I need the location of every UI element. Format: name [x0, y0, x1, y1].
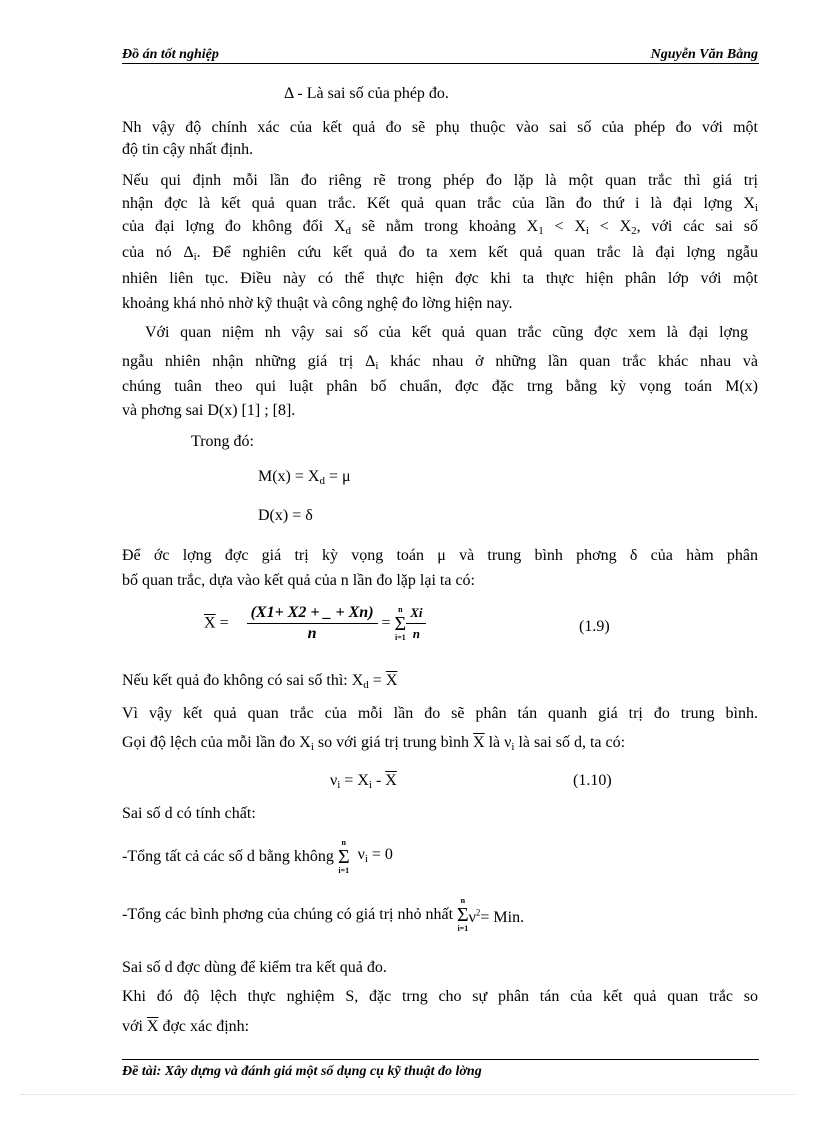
paragraph-line: khoảng khá nhỏ nhờ kỹ thuật và công nghệ đo lờng hiện nay.	[122, 295, 513, 312]
paragraph-line: chúng tuân theo qui luật phân bố chuẩn, đợc đặc trng bằng kỳ vọng toán M(x)	[122, 378, 758, 395]
nu-symbol: ν	[330, 772, 338, 789]
formula-dx: D(x) = δ	[258, 507, 313, 524]
paragraph-line: Nếu kết quả đo không có sai số thì: $X_d = \overline{X}$	[122, 672, 398, 691]
sigma-symbol: n Σ i=1	[457, 896, 469, 933]
paragraph-line: của nó $\Delta_i$. Để nghiên cứu kết quả đo ta xem kết quả quan trắc là đại lợng ngẫu	[122, 244, 759, 263]
paragraph-line: độ tin cậy nhất định.	[122, 141, 254, 158]
equation-1-9: $\overline{X}$ = $\frac{(X1+ X2 + \_ + Xn)}{n}$ = n Σ i=1 $\frac{Xi}{n}$	[204, 603, 426, 647]
nu-symbol: ν	[468, 908, 476, 926]
paragraph-line: Khi đó độ lệch thực nghiệm S, đặc trng cho sự phân tán của kết quả quan trắc so	[122, 988, 758, 1005]
mu-symbol: μ	[437, 547, 446, 564]
fraction-sum: $\frac{(X1+ X2 + \_ + Xn)}{n}$	[247, 603, 378, 644]
line-delta-def: Δ - Là sai số của phép đo.	[284, 85, 449, 102]
paragraph-line: Sai số d có tính chất:	[122, 805, 256, 822]
mu-symbol: μ	[342, 468, 351, 485]
delta-symbol: Δ	[183, 244, 194, 261]
paragraph-line: Với quan niệm nh vậy sai số của kết quả quan trắc cũng đợc xem là đại lợng	[145, 324, 748, 341]
formula-mx: $M(x) = X_d = \mu$	[258, 468, 351, 487]
where-label: Trong đó:	[191, 433, 254, 450]
paragraph-line: Sai số d đợc dùng để kiểm tra kết quả đo.	[122, 959, 387, 976]
paragraph-line: Nếu qui định mỗi lần đo riêng rẽ trong phép đo lặp là một quan trắc thì giá trị	[122, 172, 758, 189]
delta-symbol: Δ	[284, 85, 294, 102]
delta-lower-symbol: δ	[305, 507, 313, 524]
fraction-xi-n: $\frac{Xi}{n}$	[406, 603, 426, 644]
paragraph-line: nhận đợc là kết quả quan trắc. Kết quả quan trắc của lần đo thứ i là đại lợng $X_i$	[122, 195, 758, 214]
paragraph-line: nhiên liên tục. Điều này có thể thực hiện đợc khi ta thực hiện phân lớp với một	[122, 270, 758, 287]
equation-1-10: $\nu_i = X_i - \overline{X}$	[330, 772, 397, 791]
sigma-symbol: n Σ i=1	[394, 604, 407, 642]
paragraph-line: bố quan trắc, dựa vào kết quả của n lần đo lặp lại ta có:	[122, 572, 475, 589]
paragraph-line: Vì vậy kết quả quan trắc của mỗi lần đo sẽ phân tán quanh giá trị đo trung bình.	[122, 705, 758, 722]
delta-symbol: Δ	[365, 353, 376, 370]
paragraph-line: Nh vậy độ chính xác của kết quả đo sẽ phụ thuộc vào sai số của phép đo với một	[122, 119, 758, 136]
paragraph-line: Gọi độ lệch của mỗi lần đo $X_i$ so với giá trị trung bình $\overline{X}$ là $\nu_i$ là sai số d, ta có:	[122, 734, 626, 753]
property-sum-zero: -Tổng tất cả các số d bằng không n Σ i=1 $\nu_i = 0$	[122, 838, 393, 875]
nu-symbol: ν	[504, 734, 512, 751]
paragraph-line: với $\overline{X}$ đợc xác định:	[122, 1018, 250, 1035]
paragraph-line: ngẫu nhiên nhận những giá trị $\Delta_i$ khác nhau ở những lần quan trắc khác nhau và	[122, 353, 759, 372]
paragraph-line: của đại lợng đo không đổi $X_d$ sẽ nằm trong khoảng $X_1 < X_i < X_2$, với các sai số	[122, 218, 759, 237]
paragraph-line: Để ớc lợng đợc giá trị kỳ vọng toán μ và trung bình phơng δ của hàm phân	[122, 547, 759, 564]
header-left: Đồ án tốt nghiệp	[122, 47, 219, 62]
sigma-symbol: n Σ i=1	[337, 838, 350, 875]
equation-number: (1.9)	[579, 618, 610, 635]
footer-title: Đề tài: Xây dựng và đánh giá một số dụng cụ kỹ thuật đo lờng	[122, 1064, 482, 1079]
property-sum-square-min: -Tổng các bình phơng của chúng có giá trị nhỏ nhất n Σ i=1 $\nu^2=$ Min.	[122, 896, 525, 933]
paragraph-line: và phơng sai D(x) [1] ; [8].	[122, 402, 296, 419]
footer-rule	[122, 1059, 759, 1060]
header-right: Nguyễn Văn Bằng	[650, 47, 758, 62]
nu-symbol: ν	[357, 846, 365, 863]
header-rule	[122, 63, 759, 64]
page-edge-dotted-line	[20, 1094, 796, 1095]
equation-number: (1.10)	[573, 772, 612, 789]
